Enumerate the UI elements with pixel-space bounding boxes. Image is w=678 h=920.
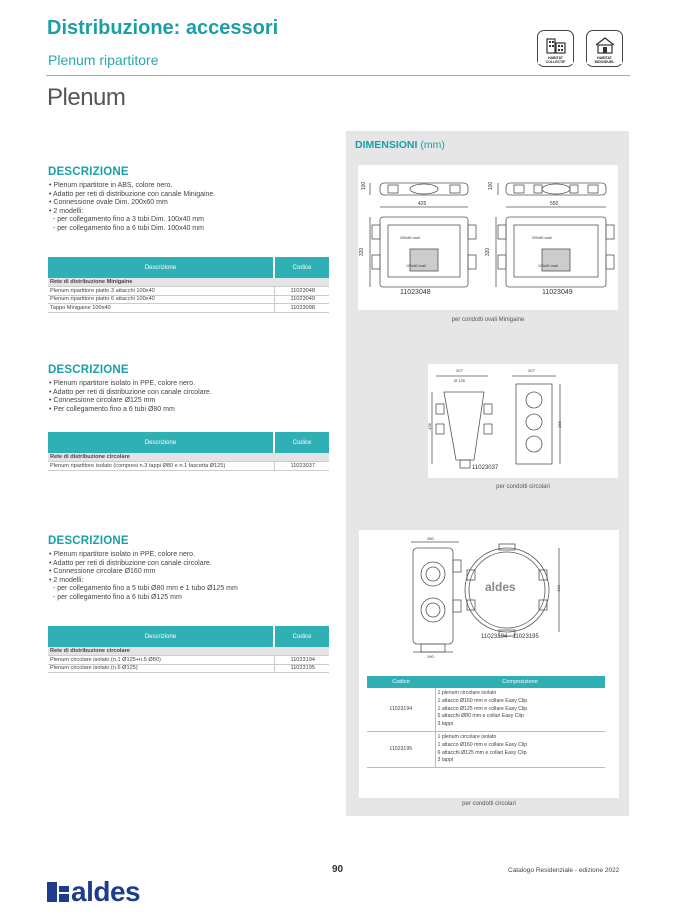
dim-label: 100x40 ovali [538,264,558,268]
table-row: Plenum ripartitore isolato (compresi n.3 tappi Ø80 e n.1 fascetta Ø125) 11023037 [48,462,329,471]
sub-bullet: - per collegamento fino a 3 tubi Dim. 100x40 mm [53,216,204,224]
section-1-title: DESCRIZIONE [48,166,129,178]
sub-bullet: - per collegamento fino a 5 tubi Ø80 mm e 1 tubo Ø125 mm [53,585,238,593]
dim-label: 440 [555,585,561,592]
table-row: Plenum circolare isolato (n.6 Ø125) 11023195 [48,664,329,673]
col-header-description: Descrizione [48,432,274,453]
aldes-logo [47,876,140,908]
dim-label: 100 [361,181,368,191]
figure-minigaine [358,165,618,310]
col-header-composition: Composizione [435,676,605,688]
section-2-table [48,432,329,471]
dim-label: 280 [427,536,434,541]
dimensions-title: DIMENSIONI (mm) [355,139,445,151]
dim-label: 207 [456,368,463,373]
section-3-description [49,551,238,603]
dim-label: Ø 125 [454,378,465,383]
product-heading: Plenum [47,84,126,111]
figure-3-caption: per condotti circolari [462,801,516,807]
table-row: 11023194 1 plenum circolare isolato 1 attacco Ø160 mm e collare Easy Clip 1 attacco Ø125 mm e collare Easy Clip 5 attacchi Ø80 mm e collari Easy Clip 3 tappi [367,688,605,731]
collective-building-icon [544,35,568,55]
product-code-label: 11023049 [542,289,573,296]
sub-bullet: - per collegamento fino a 6 tubi Dim. 100x40 mm [53,224,204,232]
dim-label: 100 [488,181,495,191]
badge-habitat-collectif [537,30,574,67]
col-header-code: Codice [274,432,329,453]
dim-label: 425 [418,201,427,207]
table-group: Rete di distribuzione Minigaine [48,278,329,287]
bullet: • Connessione circolare Ø125 mm [49,397,156,405]
dim-label: 436 [426,423,432,430]
section-3-table [48,626,329,673]
col-header-description: Descrizione [48,257,274,278]
sub-bullet: - per collegamento fino a 6 tubi Ø125 mm [53,593,182,601]
table-row: Tappo Minigaine 100x40 11023098 [48,304,329,313]
catalog-edition: Catalogo Residenziale - edizione 2022 [508,867,620,874]
table-row: Plenum ripartitore piatto 6 attacchi 100x40 11023049 [48,295,329,304]
dim-label: 200x60 ovali [532,236,552,240]
badge-label: HABITAT INDIVIDUEL [587,56,622,64]
dim-label: 365 [556,421,562,428]
page-number: 90 [332,864,344,875]
bullet: • Plenum ripartitore isolato in PPE, colore nero. [49,551,196,558]
dim-label: 207 [528,368,535,373]
section-2-description [49,380,212,414]
individual-house-icon [593,35,617,55]
header-divider [46,75,630,76]
bullet: • Adatto per reti di distribuzione con canale circolare. [49,388,212,396]
section-3-title: DESCRIZIONE [48,535,129,547]
col-header-code: Codice [274,626,329,647]
bullet: • Adatto per reti di distribuzione con canale circolare. [49,559,212,567]
bullet: • 2 modelli: [49,576,84,584]
bullet: • Per collegamento fino a 6 tubi Ø80 mm [49,405,175,413]
brand-mark: aldes [485,580,516,594]
bullet: • Plenum ripartitore isolato in PPE, colore nero. [49,380,196,387]
aldes-logo-icon [47,882,69,902]
dim-label: 200x60 ovali [400,236,420,240]
bullet: • Connessione circolare Ø160 mm [49,568,156,576]
col-header-code: Codice [367,676,435,688]
section-1-table [48,257,329,313]
table-group: Rete di distribuzione circolare [48,647,329,656]
bullet: • 2 modelli: [49,207,84,215]
dim-label: 100x40 ovali [406,264,426,268]
dim-label: 190 [427,654,434,659]
dim-label: 550 [550,201,559,207]
table-group: Rete di distribuzione circolare [48,453,329,462]
table-row: Plenum circolare isolato (n.1 Ø125+n.5 Ø80) 11023194 [48,656,329,665]
brand-name: aldes [71,876,141,907]
figure-circular-160 [359,530,619,807]
table-row: Plenum ripartitore piatto 3 attacchi 100x40 11023048 [48,287,329,296]
product-code-label: 11023048 [400,289,431,296]
section-2-title: DESCRIZIONE [48,364,129,376]
bullet: • Connessione ovale Dim. 200x60 mm [49,199,168,207]
col-header-code: Codice [274,257,329,278]
product-code-label: 11023037 [472,465,499,471]
section-1-description [49,182,215,234]
page-title: Distribuzione: accessori [47,17,279,39]
product-code-label: 11023194 - 11023195 [481,634,539,640]
col-header-description: Descrizione [48,626,274,647]
composition-table [367,676,605,768]
bullet: • Adatto per reti di distribuzione con canale Minigaine. [49,190,216,198]
badge-habitat-individuel [586,30,623,67]
circular-160-drawing [359,530,619,670]
page-subtitle: Plenum ripartitore [48,52,159,68]
figure-circular-125 [428,364,618,478]
badge-label: HABITAT COLLECTIF [538,56,573,64]
table-row: 11023195 1 plenum circolare isolato 1 attacco Ø160 mm e collare Easy Clip 6 attacchi Ø125 mm e collari Easy Clip 3 tappi [367,731,605,767]
dim-label: 320 [359,247,366,257]
bullet: • Plenum ripartitore in ABS, colore nero. [49,182,173,189]
figure-2-caption: per condotti circolari [496,484,550,490]
dim-label: 320 [485,247,492,257]
figure-1-caption: per condotti ovali Minigaine [451,317,525,323]
